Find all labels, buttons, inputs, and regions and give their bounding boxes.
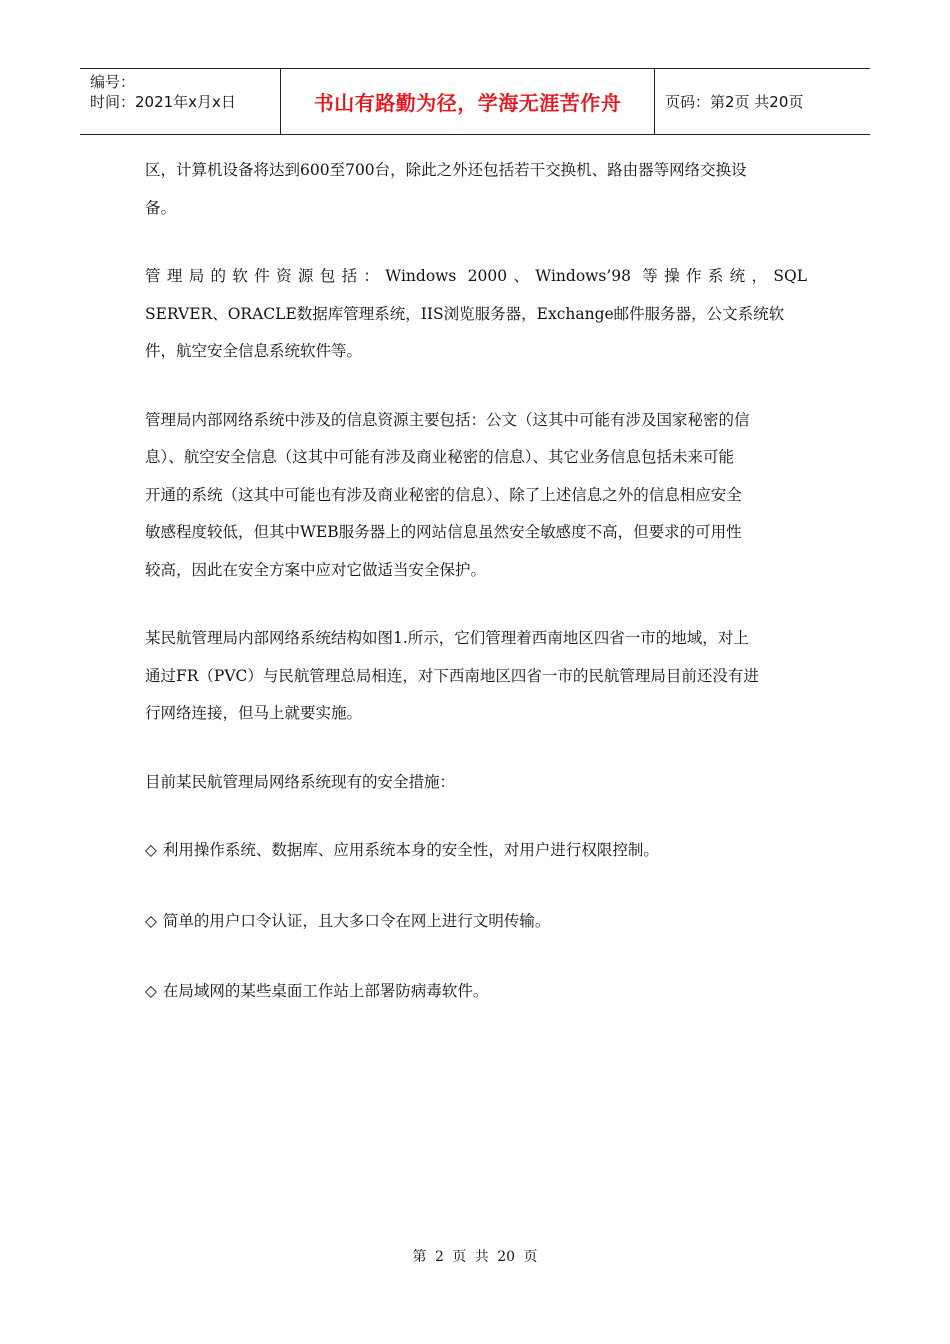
text-line: 较高，因此在安全方案中应对它做适当安全保护。: [145, 560, 487, 579]
text-line: 敏感程度较低，但其中WEB服务器上的网站信息虽然安全敏感度不高，但要求的可用性: [145, 523, 742, 541]
diamond-bullet-icon: ◇: [145, 841, 157, 859]
text-line: 区，计算机设备将达到600至700台，除此之外还包括若干交换机、路由器等网络交换设: [145, 161, 747, 179]
document-date: 时间：2021年x月x日: [90, 93, 236, 111]
page-footer: 第 2 页 共 20 页: [412, 1249, 538, 1265]
text-line: 息）、航空安全信息（这其中可能有涉及商业秘密的信息）、其它业务信息包括未来可能: [145, 448, 735, 466]
page-header: [80, 68, 870, 135]
paragraph-network-structure: [145, 620, 807, 733]
list-item: [145, 832, 807, 870]
paragraph-software: [145, 258, 807, 371]
text-line: 开通的系统（这其中可能也有涉及商业秘密的信息）、除了上述信息之外的信息相应安全: [145, 485, 742, 504]
text-line: 管理局的软件资源包括：Windows 2000、Windows’98 等操作系统，SQL: [145, 267, 807, 285]
text-line: 通过FR（PVC）与民航管理总局相连，对下西南地区四省一市的民航管理局目前还没有进: [145, 666, 759, 685]
document-number-label: 编号：: [90, 73, 136, 91]
paragraph-information-resources: [145, 402, 807, 590]
header-motto: 书山有路勤为径，学海无涯苦作舟: [281, 69, 655, 134]
list-item-text: 简单的用户口令认证，且大多口令在网上进行文明传输。: [162, 911, 551, 930]
text-line: 目前某民航管理局网络系统现有的安全措施：: [145, 772, 456, 791]
text-line: SERVER、ORACLE数据库管理系统，IIS浏览服务器，Exchange邮件服务器，公文系统软: [145, 304, 785, 323]
document-body: [145, 152, 807, 1044]
list-item-text: 利用操作系统、数据库、应用系统本身的安全性，对用户进行权限控制。: [162, 841, 659, 859]
paragraph-equipment: [145, 152, 807, 227]
text-line: 某民航管理局内部网络系统结构如图1.所示，它们管理着西南地区四省一市的地域，对上: [145, 629, 749, 647]
list-item: [145, 903, 807, 941]
header-meta: [80, 69, 281, 134]
text-line: 管理局内部网络系统中涉及的信息资源主要包括：公文（这其中可能有涉及国家秘密的信: [145, 410, 750, 429]
text-line: 备。: [145, 198, 177, 217]
header-page-info: 页码：第2页 共20页: [665, 93, 804, 111]
text-line: 件，航空安全信息系统软件等。: [145, 342, 363, 360]
diamond-bullet-icon: ◇: [145, 982, 157, 1000]
diamond-bullet-icon: ◇: [145, 911, 157, 930]
paragraph-current-measures-intro: [145, 764, 807, 802]
list-item-text: 在局域网的某些桌面工作站上部署防病毒软件。: [162, 982, 489, 1000]
text-line: 行网络连接，但马上就要实施。: [145, 704, 363, 722]
list-item: [145, 973, 807, 1011]
